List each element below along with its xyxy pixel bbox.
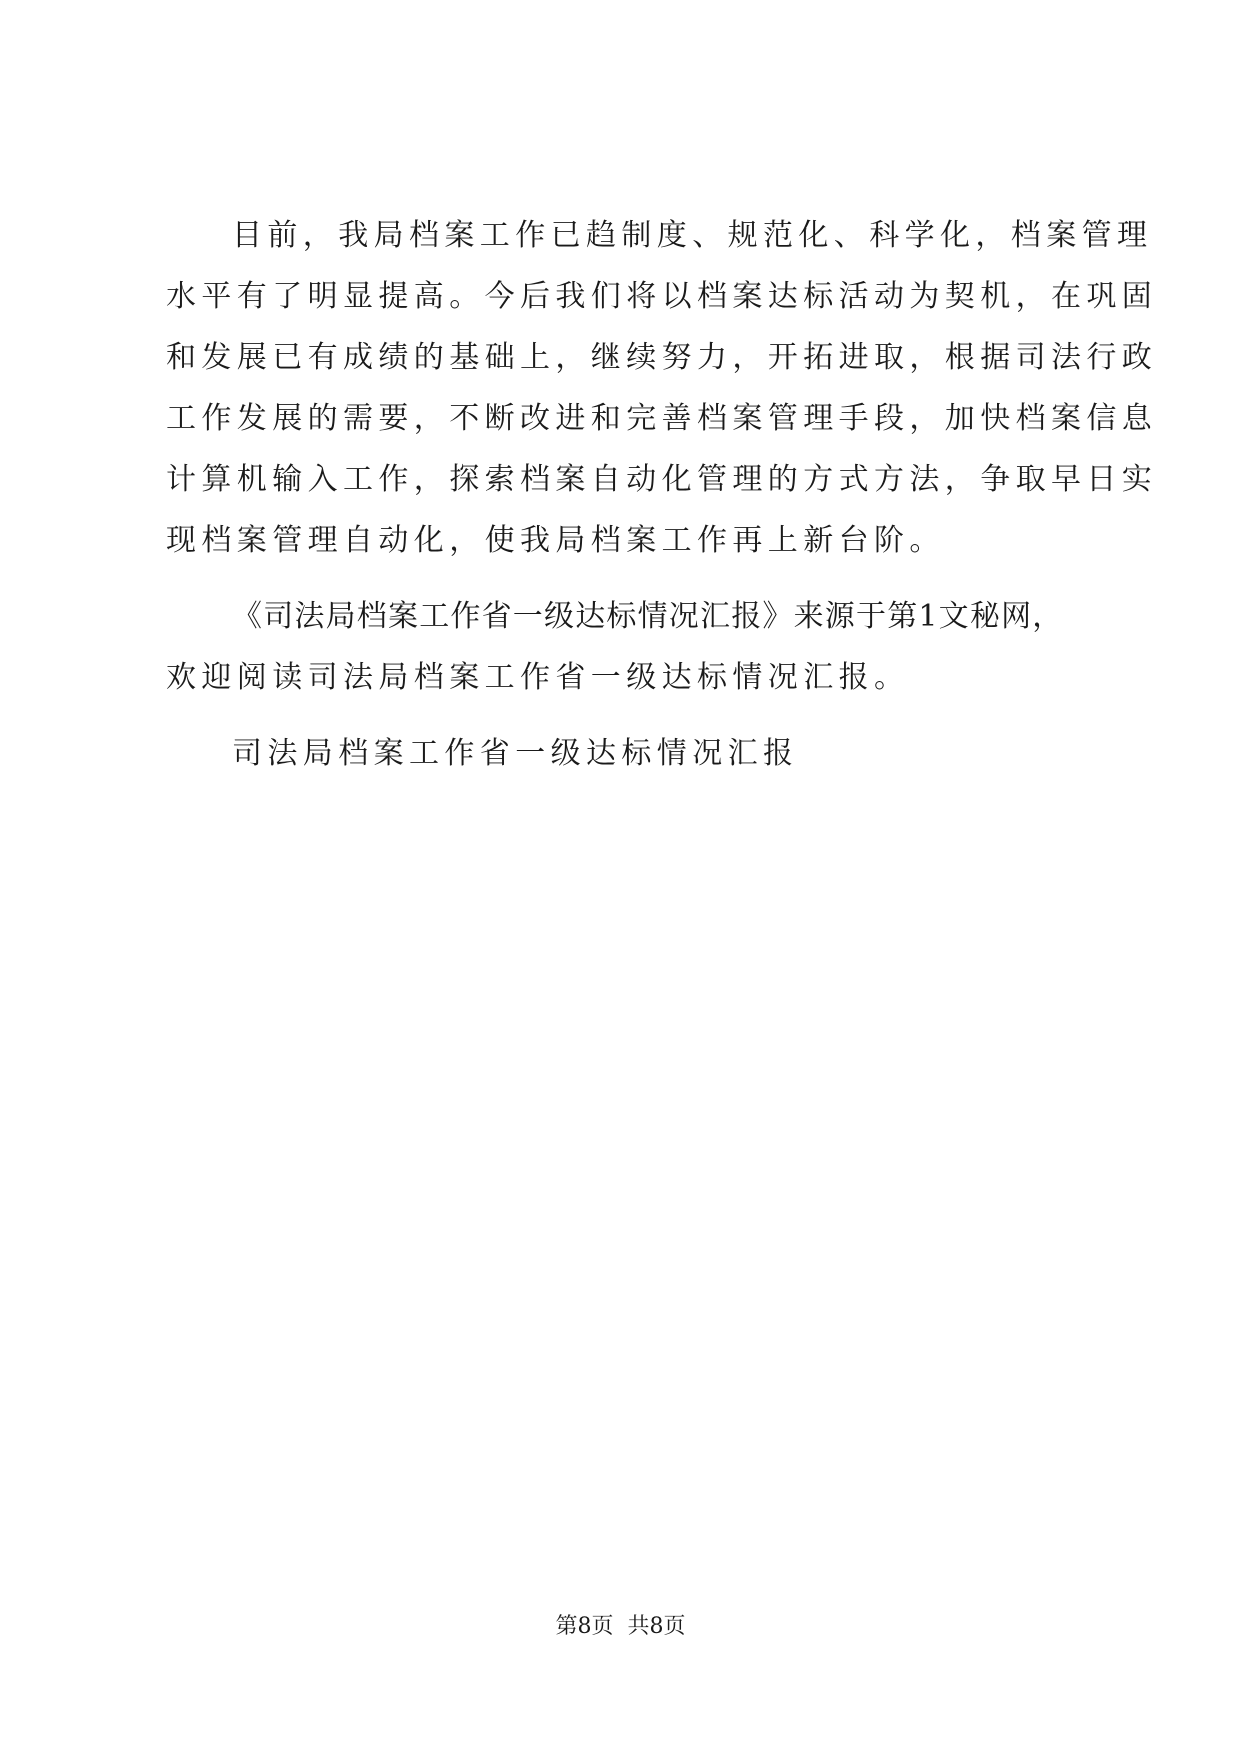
paragraph-line: 计算机输入工作，探索档案自动化管理的方式方法，争取早日实 — [166, 462, 1158, 497]
page-number-current: 第8页 — [555, 1614, 614, 1639]
paragraph-line: 和发展已有成绩的基础上，继续努力，开拓进取，根据司法行政 — [166, 340, 1158, 375]
paragraph-gap — [166, 708, 1076, 723]
paragraph-gap — [166, 571, 1076, 586]
paragraph-line: 现档案管理自动化，使我局档案工作再上新台阶。 — [166, 523, 945, 558]
paragraph-line: 目前，我局档案工作已趋制度、规范化、科学化，档案管理 — [232, 218, 1153, 253]
page-number-total: 共8页 — [627, 1614, 686, 1639]
paragraph-2 — [166, 586, 1076, 708]
paragraph-line: 司法局档案工作省一级达标情况汇报 — [232, 736, 799, 771]
paragraph-1 — [166, 205, 1158, 571]
paragraph-line: 工作发展的需要，不断改进和完善档案管理手段，加快档案信息 — [166, 401, 1158, 436]
paragraph-line: 水平有了明显提高。今后我们将以档案达标活动为契机，在巩固 — [166, 279, 1158, 314]
paragraph-3 — [166, 723, 1076, 784]
document-body — [166, 205, 1158, 784]
page-footer — [0, 1612, 1241, 1642]
paragraph-line: 欢迎阅读司法局档案工作省一级达标情况汇报。 — [166, 660, 910, 695]
paragraph-line: 《司法局档案工作省一级达标情况汇报》来源于第1文秘网， — [232, 599, 1064, 634]
